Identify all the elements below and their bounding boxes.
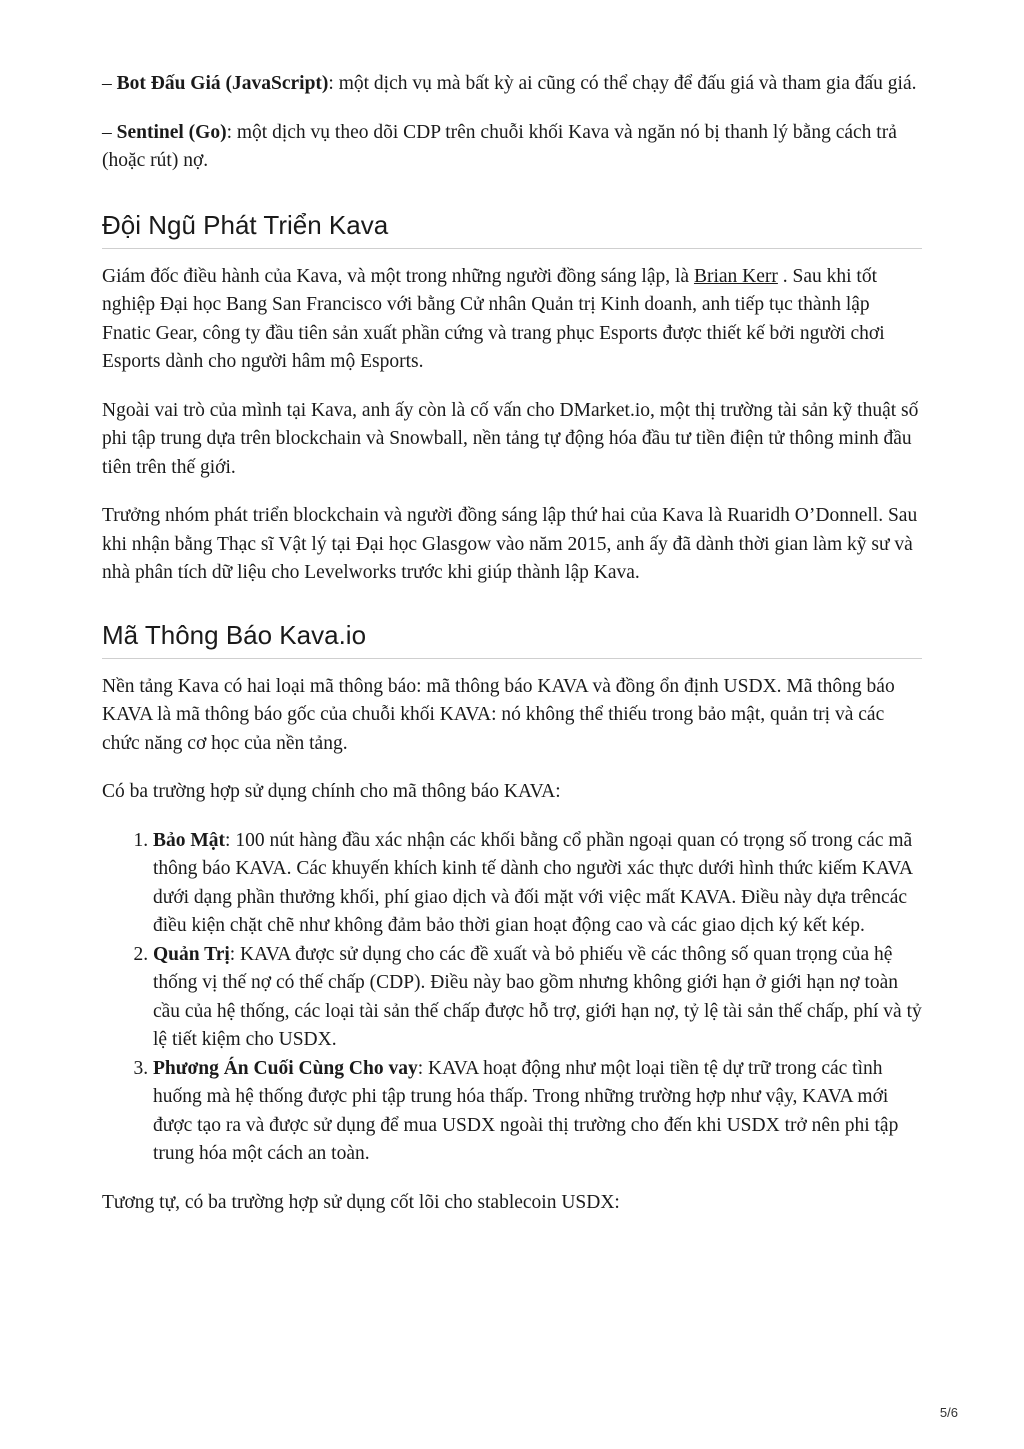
- document-page: [102, 70, 922, 1237]
- token-paragraph-1: Nền tảng Kava có hai loại mã thông báo: mã thông báo KAVA và đồng ổn định USDX. Mã thông báo KAVA là mã thông báo gốc của chuỗi khối KAVA: nó không thể thiếu trong bảo mật, quản trị và các chức năng cơ học của nền tảng.: [102, 675, 895, 754]
- page-number: 5/6: [939, 1405, 958, 1420]
- team-paragraph-1: [102, 263, 922, 377]
- list-item-title: Bảo Mật: [153, 829, 226, 851]
- list-item-title: Phương Án Cuối Cùng Cho vay: [153, 1057, 418, 1079]
- list-item-text: : 100 nút hàng đầu xác nhận các khối bằng cổ phần ngoại quan có trọng số trong các mã thông báo KAVA. Các khuyến khích kinh tế dành cho người xác thực dưới hình thức kiếm KAVA dưới dạng phần thưởng khối, phí giao dịch và đối mặt với việc mất KAVA. Điều này dựa trêncác điều kiện chặt chẽ như không đảm bảo thời gian hoạt động cao và các giao dịch ký kết kép.: [153, 829, 913, 936]
- list-item: [153, 1055, 922, 1169]
- intro-item-auction-bot: [102, 70, 922, 99]
- text: Giám đốc điều hành của Kava, và một trong những người đồng sáng lập, là: [102, 265, 694, 287]
- item-title: Sentinel (Go): [116, 121, 227, 143]
- list-item-text: : KAVA hoạt động như một loại tiền tệ dự trữ trong các tình huống mà hệ thống được phi tập trung hóa thấp. Trong những trường hợp như vậy, KAVA mới được tạo ra và được sử dụng để mua USDX ngoài thị trường cho đến khi USDX trở nên phi tập trung hóa một cách an toàn.: [153, 1057, 899, 1164]
- list-item: [153, 827, 922, 941]
- dash: –: [102, 73, 117, 94]
- team-paragraph-2: Ngoài vai trò của mình tại Kava, anh ấy còn là cố vấn cho DMarket.io, một thị trường tài sản kỹ thuật số phi tập trung dựa trên blockchain và Snowball, nền tảng tự động hóa đầu tư tiền điện tử thông minh đầu tiên trên thế giới.: [102, 399, 919, 478]
- section-heading-token: Mã Thông Báo Kava.io: [102, 618, 922, 659]
- dash: –: [102, 121, 117, 143]
- kava-use-cases-list: [102, 827, 922, 1169]
- item-text: : một dịch vụ mà bất kỳ ai cũng có thể chạy để đấu giá và tham gia đấu giá.: [328, 73, 917, 94]
- item-title: Bot Đấu Giá (JavaScript): [116, 73, 329, 94]
- list-item-text: : KAVA được sử dụng cho các đề xuất và bỏ phiếu về các thông số quan trọng của hệ thống vị thế nợ có thế chấp (CDP). Điều này bao gồm nhưng không giới hạn ở giới hạn nợ toàn cầu của hệ thống, các loại tài sản thế chấp được hỗ trợ, giới hạn nợ, tỷ lệ tài sản thế chấp, phí và tỷ lệ tiết kiệm cho USDX.: [153, 943, 922, 1050]
- brian-kerr-link[interactable]: Brian Kerr: [693, 265, 778, 287]
- token-paragraph-3: Tương tự, có ba trường hợp sử dụng cốt lõi cho stablecoin USDX:: [102, 1191, 620, 1213]
- section-heading-team: Đội Ngũ Phát Triển Kava: [102, 208, 922, 249]
- team-paragraph-3: Trưởng nhóm phát triển blockchain và người đồng sáng lập thứ hai của Kava là Ruaridh O’Donnell. Sau khi nhận bằng Thạc sĩ Vật lý tại Đại học Glasgow vào năm 2015, anh ấy đã dành thời gian làm kỹ sư và nhà phân tích dữ liệu cho Levelworks trước khi giúp thành lập Kava.: [102, 505, 918, 583]
- list-item: [153, 941, 922, 1055]
- text: . Sau khi tốt nghiệp Đại học Bang San Francisco với bằng Cử nhân Quản trị Kinh doanh, anh tiếp tục thành lập Fnatic Gear, công ty đầu tiên sản xuất phần cứng và trang phục Esports được thiết kế bởi người chơi Esports dành cho người hâm mộ Esports.: [102, 265, 885, 372]
- list-item-title: Quản Trị: [153, 943, 230, 965]
- item-text: : một dịch vụ theo dõi CDP trên chuỗi khối Kava và ngăn nó bị thanh lý bằng cách trả (hoặc rút) nợ.: [102, 121, 897, 171]
- token-paragraph-2: Có ba trường hợp sử dụng chính cho mã thông báo KAVA:: [102, 781, 561, 802]
- intro-item-sentinel: [102, 119, 922, 176]
